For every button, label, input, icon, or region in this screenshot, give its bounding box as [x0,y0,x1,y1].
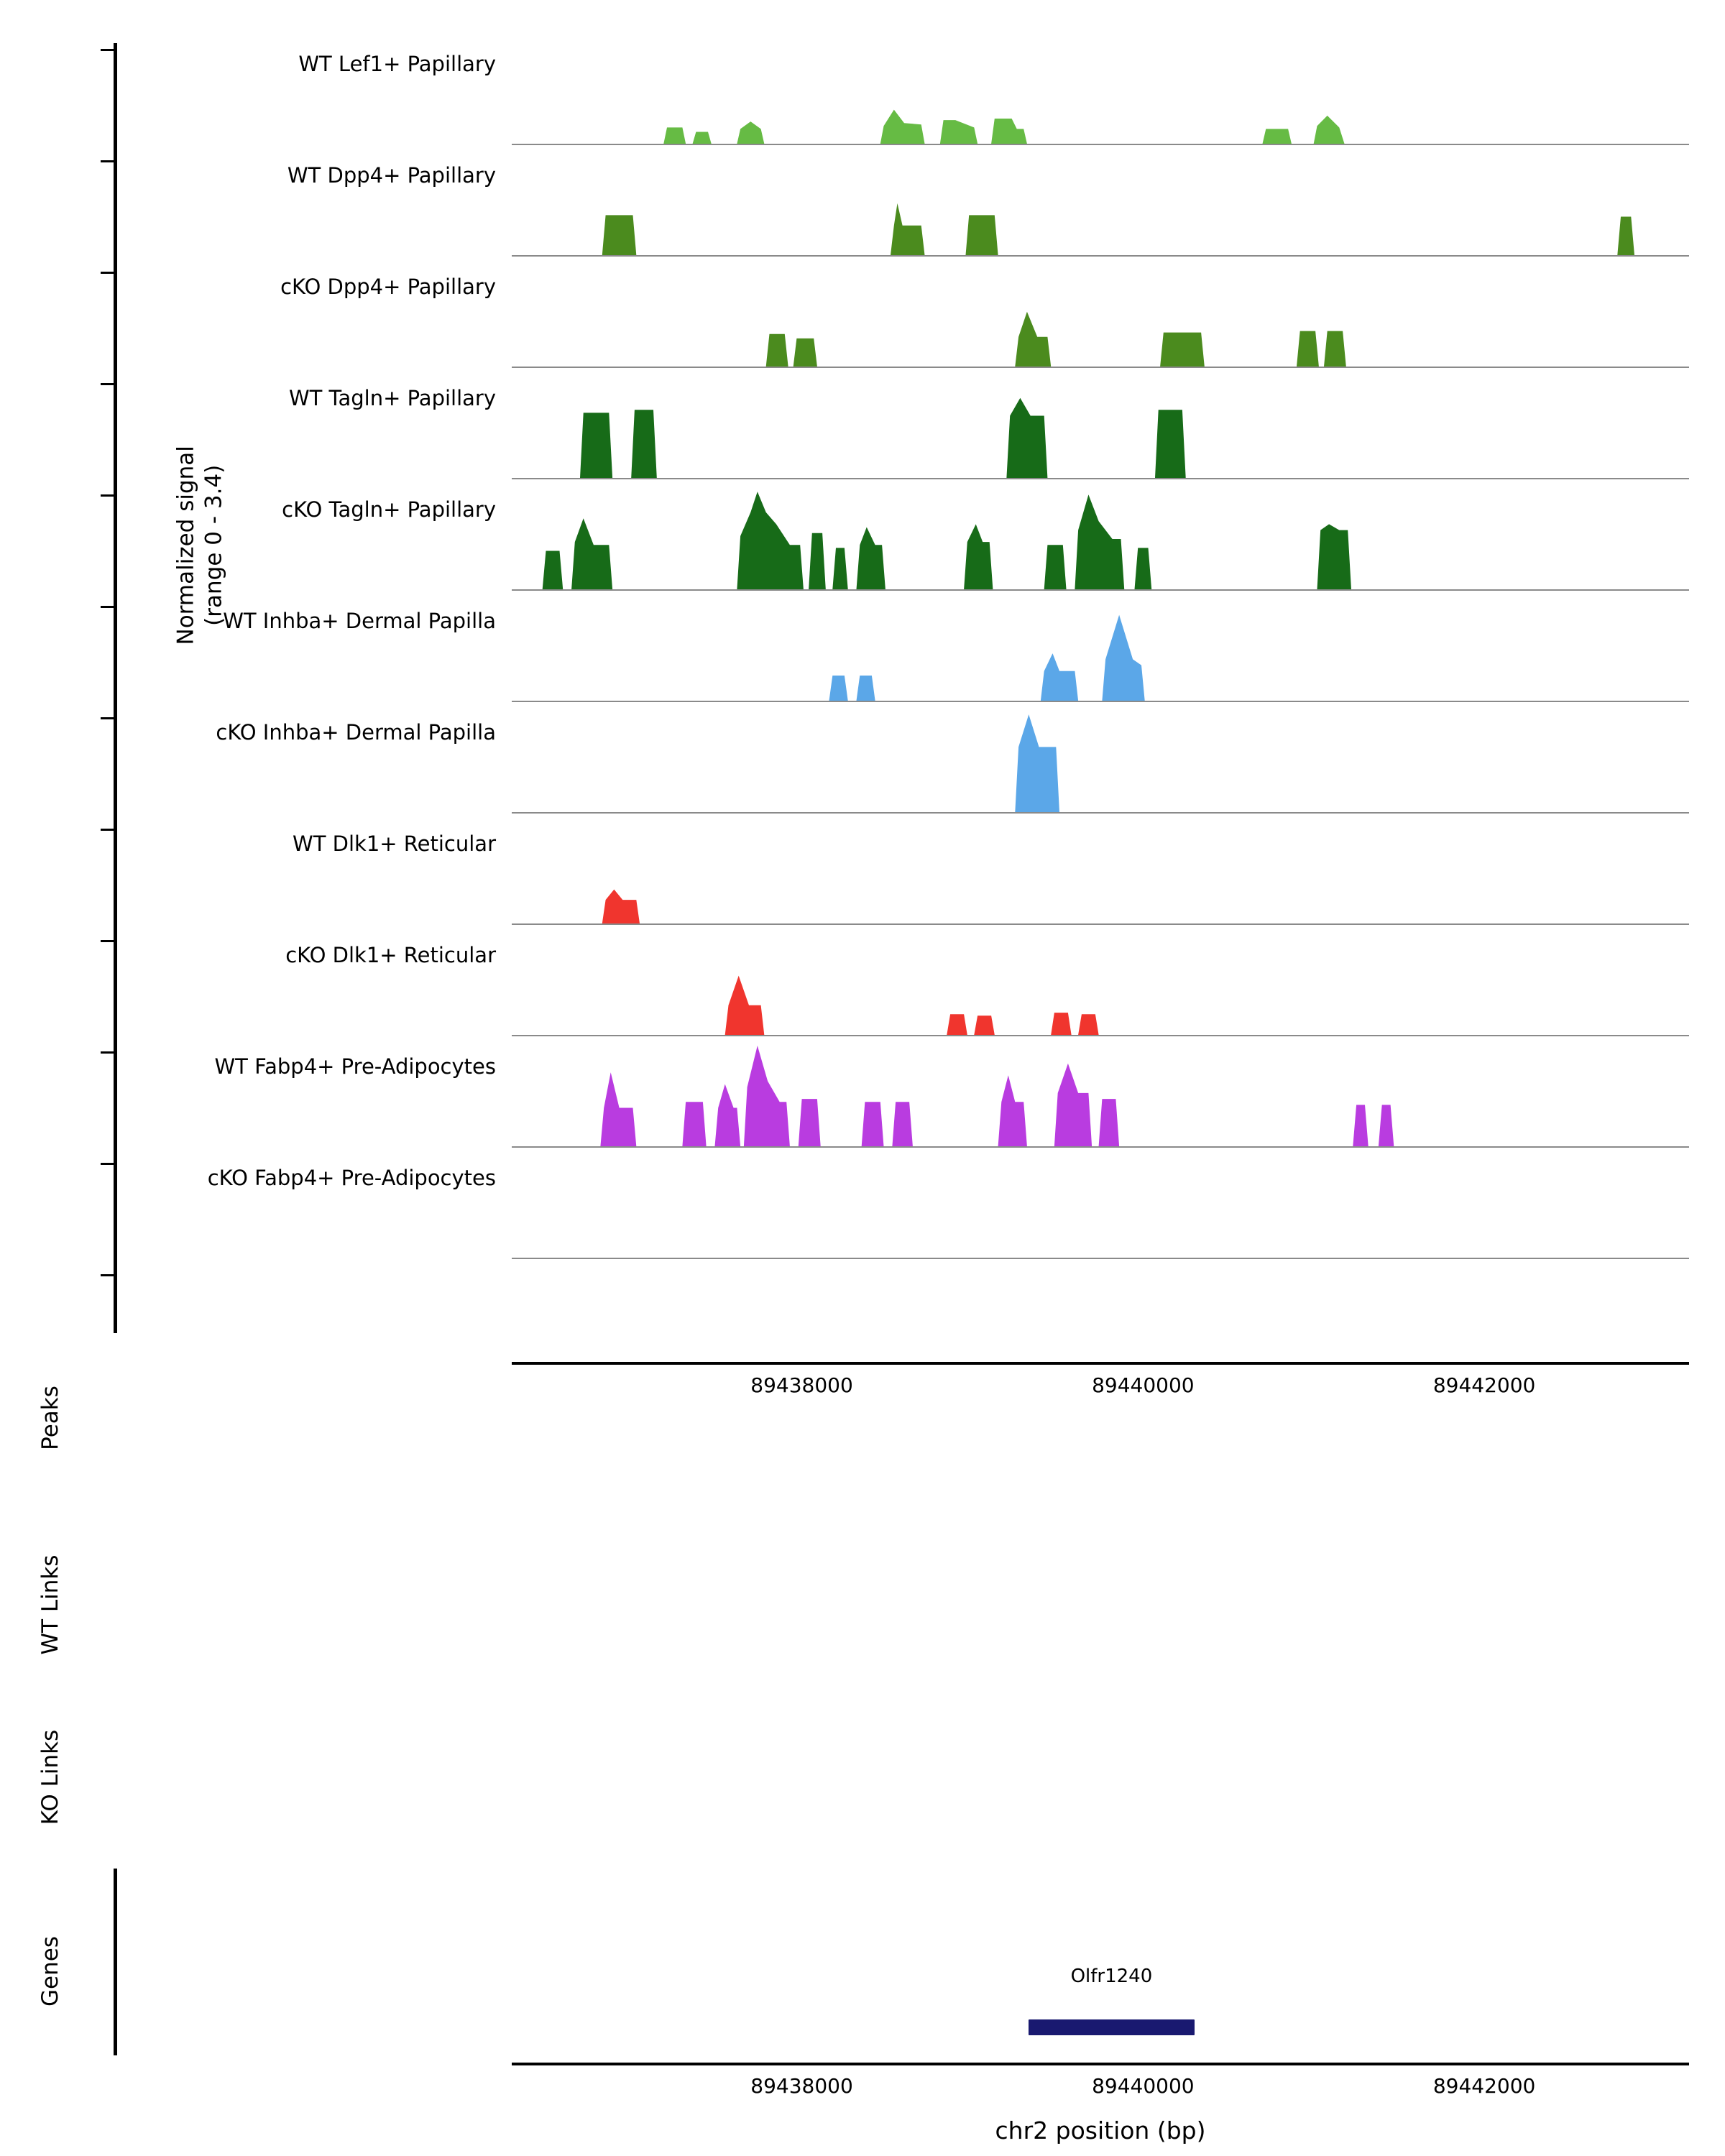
axis-tick [101,272,114,274]
axis-tick [101,829,114,831]
track-baseline [512,1035,1689,1036]
track-signal [512,823,1689,923]
track-signal [512,489,1689,589]
axis-tick [101,606,114,608]
x-tick-label: 89438000 [750,2074,853,2098]
y-axis-label-line1: Normalized signal [172,446,199,645]
track-baseline [512,1258,1689,1259]
track-signal [512,43,1689,144]
wt-links-section-label: WT Links [37,1554,63,1655]
signal-axis-spine [114,43,117,1333]
track-baseline [512,701,1689,702]
axis-tick [101,717,114,719]
y-axis-label-line2: (range 0 - 3.4) [201,464,226,626]
gene-body[interactable] [1029,2019,1194,2035]
track-baseline [512,255,1689,257]
track-baseline [512,589,1689,591]
ko-links-section-label: KO Links [37,1729,63,1825]
y-axis-label [172,359,228,732]
track-label: WT Tagln+ Papillary [288,386,496,410]
axis-tick [101,49,114,51]
track-label: WT Inhba+ Dermal Papilla [223,609,496,633]
track-signal [512,1046,1689,1146]
track-baseline [512,812,1689,814]
x-tick-label: 89442000 [1432,1373,1536,1397]
track-label: WT Dpp4+ Papillary [287,163,496,188]
axis-tick [101,1274,114,1276]
x-axis-line-bottom [512,2063,1689,2065]
x-tick-label: 89440000 [1092,1373,1195,1397]
track-label: cKO Inhba+ Dermal Papilla [216,720,496,745]
track-signal [512,934,1689,1035]
axis-tick [101,1051,114,1054]
x-tick-label: 89440000 [1092,2074,1195,2098]
track-baseline [512,923,1689,925]
track-label: cKO Tagln+ Papillary [282,497,496,522]
track-baseline [512,144,1689,145]
track-signal [512,266,1689,367]
x-tick-label: 89438000 [750,1373,853,1397]
gene-label: Olfr1240 [1070,1966,1153,1987]
track-baseline [512,367,1689,368]
axis-tick [101,160,114,162]
track-baseline [512,478,1689,479]
track-label: WT Lef1+ Papillary [298,52,496,76]
axis-tick [101,1163,114,1165]
track-baseline [512,1146,1689,1148]
track-signal [512,377,1689,478]
track-signal [512,711,1689,812]
axis-tick [101,940,114,942]
axis-tick [101,494,114,497]
x-axis-line-top [512,1362,1689,1365]
track-label: WT Dlk1+ Reticular [293,831,496,856]
track-label: WT Fabp4+ Pre-Adipocytes [214,1054,496,1079]
track-signal [512,600,1689,701]
peaks-section-label: Peaks [37,1386,63,1450]
x-tick-label: 89442000 [1432,2074,1536,2098]
genes-section-label: Genes [37,1936,63,2007]
axis-tick [101,383,114,385]
track-label: cKO Fabp4+ Pre-Adipocytes [207,1166,496,1190]
track-label: cKO Dlk1+ Reticular [285,943,496,967]
track-signal [512,155,1689,255]
x-axis-title: chr2 position (bp) [995,2116,1206,2145]
track-label: cKO Dpp4+ Papillary [280,275,496,299]
genes-axis-spine [114,1869,117,2055]
